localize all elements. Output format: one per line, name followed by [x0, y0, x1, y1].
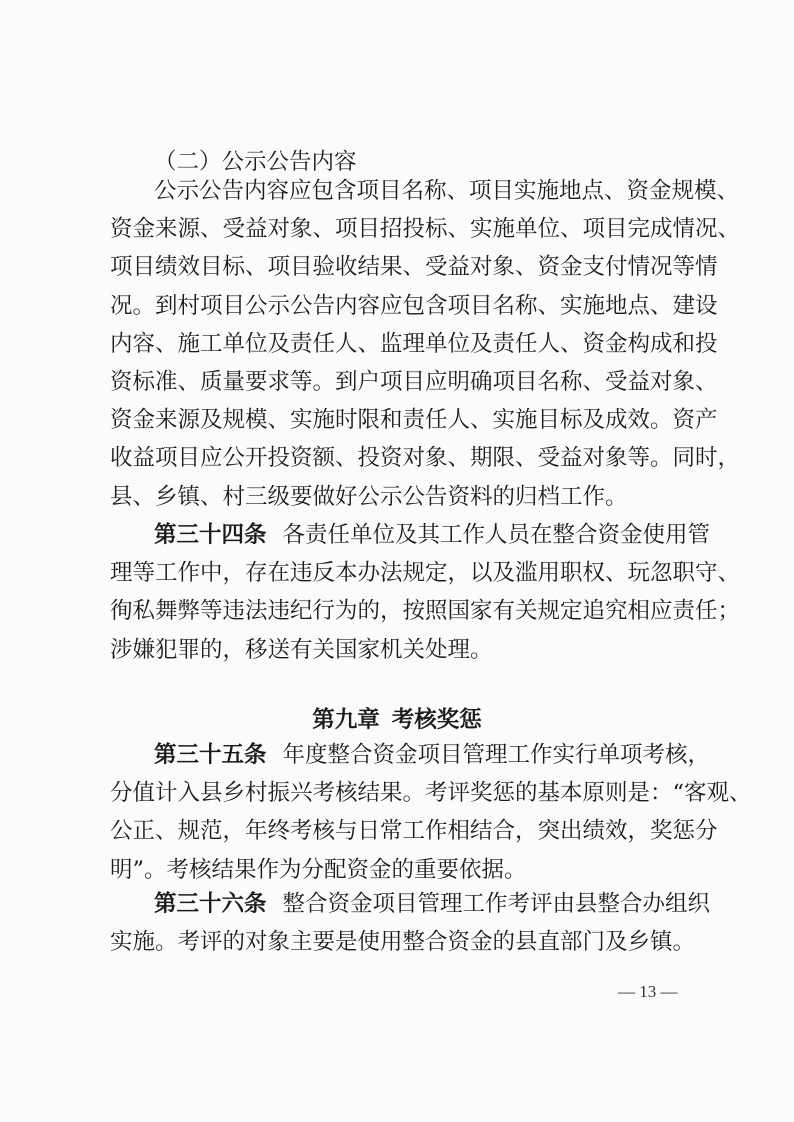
page-number: — 13 —: [618, 982, 678, 1001]
text-line: 明”。考核结果作为分配资金的重要依据。: [110, 856, 527, 883]
text-line: 资金来源及规模、实施时限和责任人、实施目标及成效。资产: [110, 407, 718, 434]
text-line: 收益项目应公开投资额、投资对象、期限、受益对象等。同时，: [110, 445, 741, 472]
text-line: [110, 885, 711, 923]
article-label: 第三十六条: [154, 891, 267, 917]
article-34: [110, 516, 741, 669]
text-line: 涉嫌犯罪的，移送有关国家机关处理。: [110, 636, 493, 663]
text-line: 实施。考评的对象主要是使用整合资金的县直部门及乡镇。: [110, 929, 696, 956]
chapter-title: 考核奖惩: [391, 707, 482, 733]
text-line: 分值计入县乡村振兴考核结果。考评奖惩的基本原则是：“客观、: [110, 780, 752, 807]
text-line: 内容、施工单位及责任人、监理单位及责任人、资金构成和投: [110, 330, 718, 357]
text-line: 资金来源、受益对象、项目招投标、实施单位、项目完成情况、: [110, 216, 741, 243]
text-line: [110, 516, 711, 554]
text-line: 徇私舞弊等违法违纪行为的，按照国家有关规定追究相应责任；: [110, 598, 741, 625]
chapter-heading: [0, 702, 794, 738]
article-text: 各责任单位及其工作人员在整合资金使用管: [282, 522, 711, 548]
article-label: 第三十五条: [154, 742, 267, 768]
text-line: 公正、规范，年终考核与日常工作相结合，突出绩效，奖惩分: [110, 818, 718, 845]
chapter-number: 第九章: [312, 707, 380, 733]
article-36: [110, 885, 711, 961]
paragraph-disclosure-content: [110, 172, 741, 516]
article-text: 整合资金项目管理工作考评由县整合办组织: [282, 891, 711, 917]
article-label: 第三十四条: [154, 522, 267, 548]
text-line: 资标准、质量要求等。到户项目应明确项目名称、受益对象、: [110, 368, 718, 395]
text-line: 况。到村项目公示公告内容应包含项目名称、实施地点、建设: [110, 292, 718, 319]
text-line: [110, 736, 711, 774]
article-text: 年度整合资金项目管理工作实行单项考核，: [282, 742, 711, 768]
text-line: 公示公告内容应包含项目名称、项目实施地点、资金规模、: [154, 178, 740, 204]
text-line: 理等工作中，存在违反本办法规定，以及滥用职权、玩忽职守、: [110, 560, 741, 587]
subsection-heading: （二）公示公告内容: [154, 149, 357, 175]
text-line: 县、乡镇、村三级要做好公示公告资料的归档工作。: [110, 483, 628, 510]
article-35: [110, 736, 752, 889]
text-line: 项目绩效目标、项目验收结果、受益对象、资金支付情况等情: [110, 254, 718, 281]
